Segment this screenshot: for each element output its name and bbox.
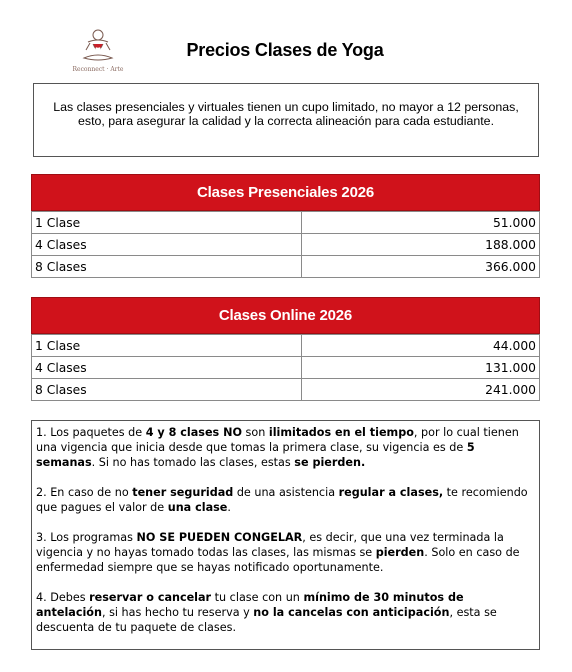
note-emphasis: reservar o cancelar: [89, 591, 212, 604]
note-text: te recomiendo que pagues el valor de: [36, 486, 528, 514]
row-label: 8 Clases: [32, 379, 302, 401]
yoga-figure-icon: [70, 26, 126, 66]
table-row: [32, 379, 540, 401]
note-2: [36, 485, 535, 515]
note-text: 3. Los programas: [36, 531, 137, 544]
note-emphasis: NO SE PUEDEN CONGELAR: [136, 531, 303, 544]
presenciales-price-table: [31, 174, 540, 278]
note-emphasis: tener seguridad: [132, 486, 234, 499]
row-price: 51.000: [302, 212, 540, 234]
row-label: 1 Clase: [32, 212, 302, 234]
table-row: [32, 234, 540, 256]
presenciales-header: Clases Presenciales 2026: [31, 174, 540, 211]
intro-box: [33, 83, 539, 157]
note-emphasis: mínimo de 30 minutos de antelación: [36, 591, 464, 619]
note-text: 1. Los paquetes de: [36, 426, 146, 439]
note-emphasis: se pierden.: [294, 456, 366, 469]
row-label: 4 Clases: [32, 357, 302, 379]
table-row: [32, 335, 540, 357]
note-text: .: [227, 501, 231, 514]
note-emphasis: no la cancelas con anticipación: [253, 606, 450, 619]
row-price: 366.000: [302, 256, 540, 278]
intro-text: Las clases presenciales y virtuales tienen un cupo limitado, no mayor a 12 personas, esto, para asegurar la calidad y la correcta alineación para cada estudiante.: [53, 100, 519, 128]
note-1: [36, 425, 535, 470]
table-row: [32, 256, 540, 278]
note-emphasis: pierden: [375, 546, 425, 559]
note-text: . Si no has tomado las clases, estas: [91, 456, 295, 469]
table-row: [32, 212, 540, 234]
note-text: , por lo cual tienen una vigencia que inicia desde que tomas la primera clase, su vigencia es de: [36, 426, 519, 454]
note-4: [36, 590, 535, 635]
note-emphasis: 5 semanas: [36, 441, 475, 469]
table-row: [32, 357, 540, 379]
note-text: 4. Debes: [36, 591, 90, 604]
row-price: 188.000: [302, 234, 540, 256]
note-emphasis: regular a clases,: [338, 486, 444, 499]
note-emphasis: una clase: [167, 501, 228, 514]
row-label: 8 Clases: [32, 256, 302, 278]
online-table: [31, 334, 540, 401]
online-header: Clases Online 2026: [31, 297, 540, 334]
presenciales-table: [31, 211, 540, 278]
logo: [70, 26, 126, 76]
row-price: 241.000: [302, 379, 540, 401]
online-price-table: [31, 297, 540, 401]
note-3: [36, 530, 535, 575]
page-title: Precios Clases de Yoga: [186, 40, 384, 60]
note-text: son: [241, 426, 269, 439]
note-emphasis: ilimitados en el tiempo: [268, 426, 414, 439]
note-text: . Solo en caso de enfermedad siempre que se hayas notificado oportunamente.: [36, 546, 520, 574]
note-text: tu clase con un: [211, 591, 304, 604]
logo-text: Reconnect · Arte: [72, 66, 124, 73]
row-label: 4 Clases: [32, 234, 302, 256]
note-text: de una asistencia: [233, 486, 339, 499]
note-text: , esta se descuenta de tu paquete de clases.: [36, 606, 497, 634]
row-label: 1 Clase: [32, 335, 302, 357]
note-emphasis: 4 y 8 clases NO: [145, 426, 242, 439]
notes-box: [31, 420, 540, 650]
row-price: 44.000: [302, 335, 540, 357]
note-text: , es decir, que una vez terminada la vigencia y no hayas tomado todas las clases, las mismas se: [36, 531, 504, 559]
note-text: 2. En caso de no: [36, 486, 133, 499]
note-text: , si has hecho tu reserva y: [101, 606, 254, 619]
row-price: 131.000: [302, 357, 540, 379]
